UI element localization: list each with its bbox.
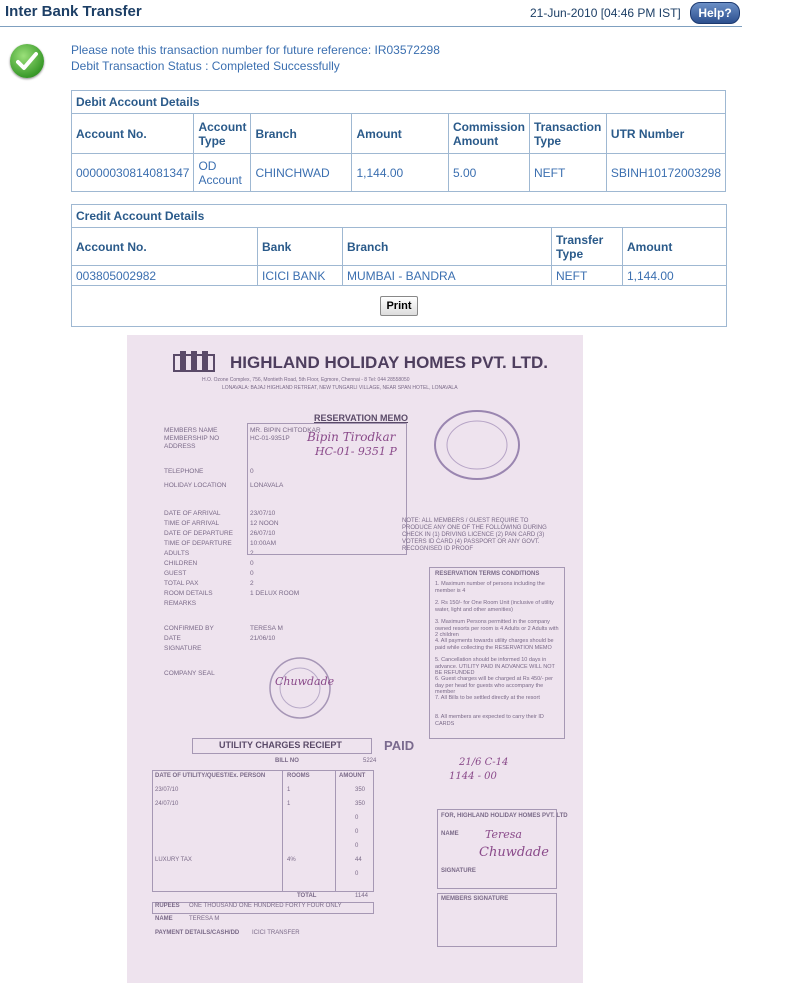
credit-section-title: Credit Account Details <box>72 205 727 228</box>
reservation-memo-scan <box>127 335 583 983</box>
memo-field-label: MEMBERSHIP NO <box>164 435 220 442</box>
memo-field-label: DATE OF ARRIVAL <box>164 510 221 517</box>
receipt-total: 1144 <box>355 893 368 899</box>
debit-col-branch: Branch <box>251 114 352 154</box>
memo-term-item: 7. All Bills to be settled directly at the resort <box>435 695 540 701</box>
handwritten-member-name: Bipin Tirodkar <box>307 430 396 444</box>
memo-field-label: ADDRESS <box>164 443 196 450</box>
memo-terms-title: RESERVATION TERMS CONDITIONS <box>435 571 540 577</box>
transaction-reference: Please note this transaction number for future reference: IR03572298 <box>71 43 440 57</box>
receipt-table <box>152 770 374 892</box>
receipt-divider-2 <box>335 770 336 892</box>
debit-col-account-no: Account No. <box>72 114 194 154</box>
memo-field-value: HC-01-9351P <box>250 435 290 442</box>
memo-field-value: 1 DELUX ROOM <box>250 590 300 597</box>
receipt-col-rooms: ROOMS <box>287 773 310 779</box>
debit-utr: SBINH10172003298 <box>606 154 725 192</box>
memo-term-item: 5. Cancellation should be informed 10 days in advance. UTILITY PAID IN ADVANCE WILL NOT BE REFUNDED <box>435 657 555 676</box>
memo-field-label: GUEST <box>164 570 187 577</box>
memo-field-label: DATE <box>164 635 181 642</box>
handwritten-paid-amount: 1144 - 00 <box>449 771 497 782</box>
memo-field-value: MR. BIPIN CHITODKAR <box>250 427 321 434</box>
receipt-name-label: NAME <box>155 916 173 922</box>
receipt-cell-rooms: 1 <box>287 787 291 793</box>
handwritten-sign-name: Teresa <box>485 828 522 841</box>
memo-term-item: 2. Rs 150/- for One Room Unit (inclusive of utility water, light and other amenities) <box>435 600 554 613</box>
memo-field-value: 21/06/10 <box>250 635 276 642</box>
receipt-cell-date: 24/07/10 <box>155 801 179 807</box>
receipt-col-amount: AMOUNT <box>339 773 366 779</box>
receipt-title: UTILITY CHARGES RECIEPT <box>219 740 342 750</box>
memo-field-value: 0 <box>250 560 254 567</box>
memo-term-item: 6. Guest charges will be charged at Rs 450/- per day per head for guests who accompany the member <box>435 676 554 695</box>
debit-col-amount: Amount <box>352 114 448 154</box>
receipt-cell-date: LUXURY TAX <box>155 857 192 863</box>
credit-col-transfer-type: Transfer Type <box>552 228 623 266</box>
receipt-cell-amount: 350 <box>355 801 366 807</box>
credit-col-bank: Bank <box>258 228 343 266</box>
header-datetime: 21-Jun-2010 [04:46 PM IST] <box>530 6 681 20</box>
memo-field-label: CHILDREN <box>164 560 198 567</box>
handwritten-paid-date: 21/6 C-14 <box>459 757 509 768</box>
page-header <box>0 0 742 27</box>
table-row <box>72 266 727 286</box>
receipt-cell-amount: 0 <box>355 829 359 835</box>
memo-term-item: 1. Maximum number of persons including the member is 4 <box>435 581 545 594</box>
memo-field-label: CONFIRMED BY <box>164 625 214 632</box>
memo-field-value: 0 <box>250 570 254 577</box>
memo-address-line2: LONAVALA: BAJAJ HIGHLAND RETREAT, NEW TUNGARLI VILLAGE, NEAR SPAN HOTEL, LONAVALA <box>222 385 458 391</box>
confirmed-signature: Chuwdade <box>275 675 335 688</box>
memo-field-label: MEMBERS NAME <box>164 427 218 434</box>
memo-field-label: TIME OF DEPARTURE <box>164 540 232 547</box>
memo-field-value: 2 <box>250 550 254 557</box>
credit-amount: 1,144.00 <box>623 266 727 286</box>
credit-col-branch: Branch <box>343 228 552 266</box>
credit-col-account-no: Account No. <box>72 228 258 266</box>
paid-stamp: PAID <box>384 738 415 753</box>
help-button[interactable]: Help? <box>690 2 740 24</box>
memo-address-line1: H.O. Ozone Complex, 756, Montieth Road, 5th Floor, Egmore, Chennai - 8 Tel: 044 28558050 <box>202 377 410 383</box>
memo-field-label: HOLIDAY LOCATION <box>164 482 227 489</box>
company-logo-icon <box>172 349 216 373</box>
memo-field-label: COMPANY SEAL <box>164 670 215 677</box>
memo-term-item: 8. All members are expected to carry their ID CARDS <box>435 714 544 727</box>
receipt-bill-label: BILL NO <box>275 758 299 764</box>
debit-col-utr: UTR Number <box>606 114 725 154</box>
receipt-divider-1 <box>282 770 283 892</box>
memo-field-value: 26/07/10 <box>250 530 276 537</box>
print-button[interactable]: Print <box>380 296 418 316</box>
memo-field-value: 12 NOON <box>250 520 279 527</box>
table-row <box>72 154 726 192</box>
memo-field-label: TIME OF ARRIVAL <box>164 520 220 527</box>
memo-id-note: NOTE: ALL MEMBERS / GUEST REQUIRE TO PRODUCE ANY ONE OF THE FOLLOWING DURING CHECK IN (1) DRIVING LICENCE (2) PAN CARD (3) VOTERS ID CARD (4) PASSPORT OR ANY GOVT. RECOGNISED ID PROOF <box>402 518 547 552</box>
memo-term-item: 4. All payments towards utility charges should be paid while collecting the RESERVATION MEMO <box>435 638 554 651</box>
receipt-total-label: TOTAL <box>297 893 317 899</box>
memo-field-label: ROOM DETAILS <box>164 590 213 597</box>
debit-col-account-type: Account Type <box>194 114 251 154</box>
debit-col-transaction-type: Transaction Type <box>529 114 606 154</box>
for-company-label: FOR, HIGHLAND HOLIDAY HOMES PVT. LTD <box>441 813 568 819</box>
debit-account-type: OD Account <box>194 154 251 192</box>
debit-amount: 1,144.00 <box>352 154 448 192</box>
sign-name-label: NAME <box>441 831 459 837</box>
memo-field-label: SIGNATURE <box>164 645 202 652</box>
receipt-payment: ICICI TRANSFER <box>252 930 300 936</box>
credit-account-table <box>71 204 727 286</box>
memo-term-item: 3. Maximum Persons permitted in the company owned resorts per room is 4 Adults or 2 Adults with 2 children <box>435 619 559 638</box>
credit-bank: ICICI BANK <box>258 266 343 286</box>
debit-commission: 5.00 <box>448 154 529 192</box>
debit-col-commission: Commission Amount <box>448 114 529 154</box>
debit-transaction-type: NEFT <box>529 154 606 192</box>
memo-field-label: ADULTS <box>164 550 190 557</box>
credit-branch: MUMBAI - BANDRA <box>343 266 552 286</box>
signature-label: SIGNATURE <box>441 868 476 874</box>
memo-field-label: REMARKS <box>164 600 197 607</box>
memo-field-label: TOTAL PAX <box>164 580 199 587</box>
company-seal-icon <box>265 655 335 721</box>
memo-field-value: 0 <box>250 468 254 475</box>
success-check-icon <box>10 44 44 78</box>
memo-field-value: 23/07/10 <box>250 510 276 517</box>
receipt-cell-amount: 0 <box>355 815 359 821</box>
receipt-name: TERESA M <box>189 916 220 922</box>
memo-field-label: TELEPHONE <box>164 468 204 475</box>
receipt-col-date: DATE OF UTILITY/QUEST/Ex. PERSON <box>155 773 266 779</box>
receipt-cell-rooms: 1 <box>287 801 291 807</box>
receipt-cell-amount: 0 <box>355 871 359 877</box>
round-stamp-icon <box>427 407 527 483</box>
memo-field-value: 2 <box>250 580 254 587</box>
memo-field-value: 10:00AM <box>250 540 277 547</box>
memo-company-name: HIGHLAND HOLIDAY HOMES PVT. LTD. <box>230 353 548 372</box>
credit-col-amount: Amount <box>623 228 727 266</box>
members-signature-label: MEMBERS SIGNATURE <box>441 896 509 902</box>
receipt-payment-label: PAYMENT DETAILS/CASH/DD <box>155 930 240 936</box>
credit-account-no: 003805002982 <box>72 266 258 286</box>
debit-account-table <box>71 90 726 192</box>
debit-branch: CHINCHWAD <box>251 154 352 192</box>
page-title: Inter Bank Transfer <box>5 3 142 20</box>
receipt-rupees-label: RUPEES <box>155 903 180 909</box>
transaction-status: Debit Transaction Status : Completed Successfully <box>71 59 340 73</box>
receipt-bill-no: 5224 <box>363 758 377 764</box>
debit-section-title: Debit Account Details <box>72 91 726 114</box>
memo-field-value: LONAVALA <box>250 482 284 489</box>
credit-transfer-type: NEFT <box>552 266 623 286</box>
memo-field-value: TERESA M <box>250 625 283 632</box>
receipt-cell-rooms: 4% <box>287 857 296 863</box>
memo-field-label: DATE OF DEPARTURE <box>164 530 233 537</box>
receipt-rupees: ONE THOUSAND ONE HUNDRED FORTY FOUR ONLY <box>189 903 342 909</box>
debit-account-no: 00000030814081347 <box>72 154 194 192</box>
receipt-cell-amount: 44 <box>355 857 362 863</box>
company-signature: Chuwdade <box>479 845 549 860</box>
handwritten-member-no: HC-01- 9351 P <box>315 445 397 458</box>
memo-title: RESERVATION MEMO <box>314 413 409 423</box>
receipt-cell-date: 23/07/10 <box>155 787 179 793</box>
receipt-cell-amount: 0 <box>355 843 359 849</box>
receipt-cell-amount: 350 <box>355 787 366 793</box>
